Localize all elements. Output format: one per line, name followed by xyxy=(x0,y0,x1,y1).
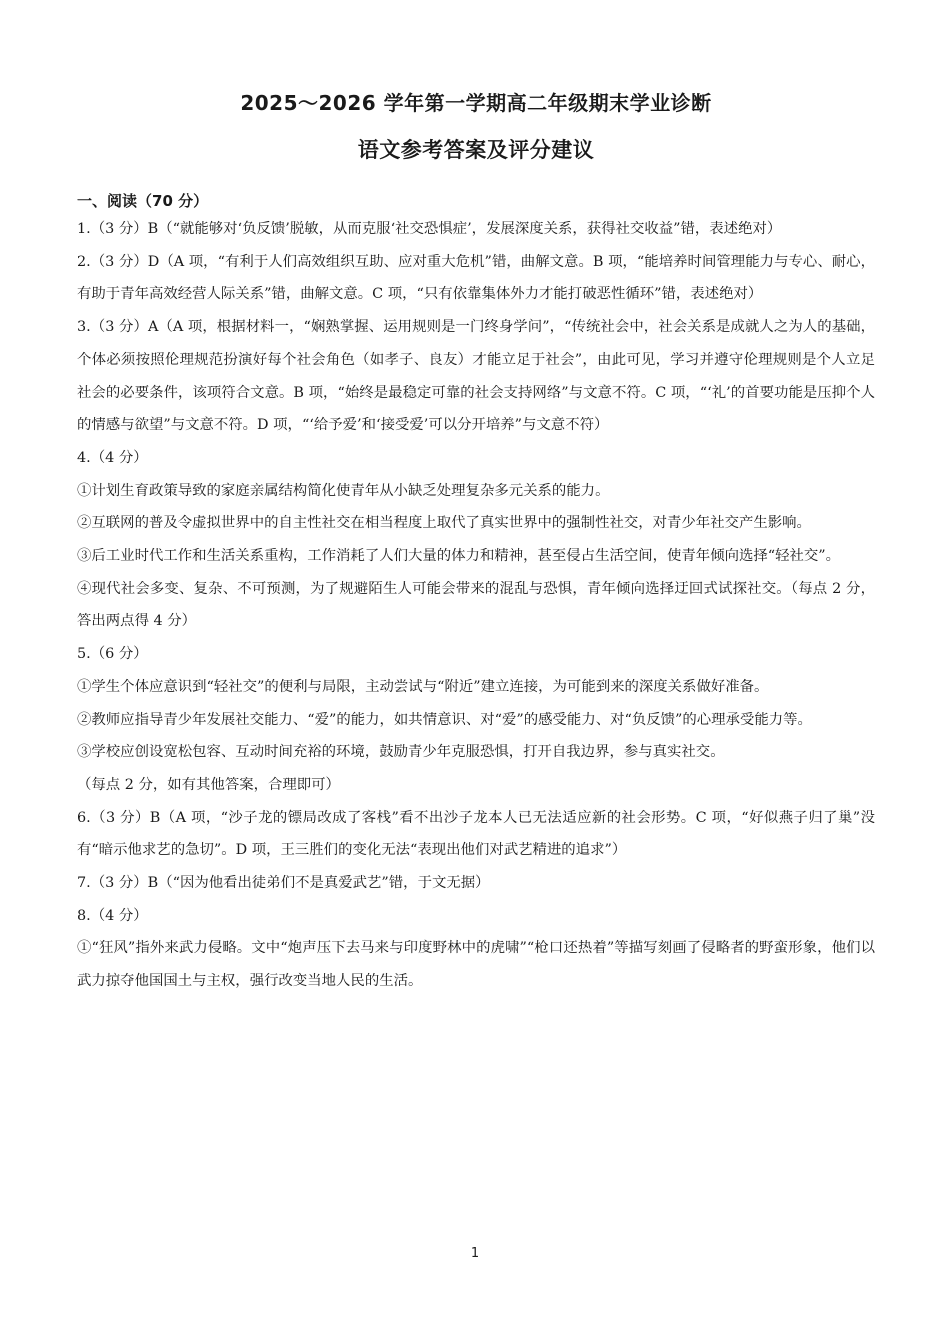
answer-paragraph: 3.（3 分）A（A 项，根据材料一，“娴熟掌握、运用规则是一门终身学问”，“传统社会中，社会关系是成就人之为人的基础，个体必须按照伦理规范扮演好每个社会角色（如孝子、良友）才能立足于社会”，由此可见，学习并遵守伦理规则是个人立足社会的必要条件，该项符合文意。B 项，“始终是最稳定可靠的社会支持网络”与文意不符。C 项，“‘礼’的首要功能是压抑个人的情感与欲望”与文意不符。D 项，“‘给予爱’和‘接受爱’可以分开培养”与文意不符） xyxy=(77,319,875,434)
answer-paragraph: 4.（4 分） xyxy=(77,449,148,466)
answer-paragraph: ④现代社会多变、复杂、不可预测，为了规避陌生人可能会带来的混乱与恐惧，青年倾向选择迂回式试探社交。（每点 2 分，答出两点得 4 分） xyxy=(77,580,875,630)
answer-paragraph: ③学校应创设宽松包容、互动时间充裕的环境，鼓励青少年克服恐惧，打开自我边界，参与真实社交。 xyxy=(77,744,725,761)
document-page xyxy=(77,88,875,998)
answer-paragraph: 1.（3 分）B（“就能够对‘负反馈’脱敏，从而克服‘社交恐惧症’，发展深度关系，获得社交收益”错，表述绝对） xyxy=(77,221,782,237)
document-subtitle: 语文参考答案及评分建议 xyxy=(357,138,595,162)
answer-paragraph: ③后工业时代工作和生活关系重构，工作消耗了人们大量的体力和精神，甚至侵占生活空间，使青年倾向选择“轻社交”。 xyxy=(77,548,841,565)
answer-body xyxy=(77,213,875,998)
answer-paragraph: ①“狂风”指外来武力侵略。文中“炮声压下去马来与印度野林中的虎啸”“枪口还热着”等描写刻画了侵略者的野蛮形象，他们以武力掠夺他国国土与主权，强行改变当地人民的生活。 xyxy=(77,940,875,990)
answer-paragraph: （每点 2 分，如有其他答案，合理即可） xyxy=(77,776,340,793)
page-number: 1 xyxy=(470,1246,480,1261)
answer-paragraph: ②互联网的普及令虚拟世界中的自主性社交在相当程度上取代了真实世界中的强制性社交，对青少年社交产生影响。 xyxy=(77,515,811,532)
answer-paragraph: ①计划生育政策导致的家庭亲属结构简化使青年从小缺乏处理复杂多元关系的能力。 xyxy=(77,482,610,499)
answer-paragraph: 7.（3 分）B（“因为他看出徒弟们不是真爱武艺”错，于文无据） xyxy=(77,875,490,892)
answer-paragraph: 8.（4 分） xyxy=(77,907,148,924)
document-title: 2025～2026 学年第一学期高二年级期末学业诊断 xyxy=(240,91,712,115)
answer-paragraph: ②教师应指导青少年发展社交能力、“爱”的能力，如共情意识、对“爱”的感受能力、对“负反馈”的心理承受能力等。 xyxy=(77,711,812,728)
section-heading: 一、阅读（70 分） xyxy=(77,192,209,210)
answer-paragraph: 6.（3 分）B（A 项，“沙子龙的镖局改成了客栈”看不出沙子龙本人已无法适应新的社会形势。C 项，“好似燕子归了巢”没有“暗示他求艺的急切”。D 项，王三胜们的变化无法“表现出他们对武艺精进的追求”） xyxy=(77,809,875,859)
answer-paragraph: 2.（3 分）D（A 项，“有利于人们高效组织互助、应对重大危机”错，曲解文意。B 项，“能培养时间管理能力与专心、耐心，有助于青年高效经营人际关系”错，曲解文意。C 项，“只有依靠集体外力才能打破恶性循环”错，表述绝对） xyxy=(77,253,875,303)
answer-paragraph: ①学生个体应意识到“轻社交”的便利与局限，主动尝试与“附近”建立连接，为可能到来的深度关系做好准备。 xyxy=(77,678,769,695)
answer-paragraph: 5.（6 分） xyxy=(77,646,148,663)
